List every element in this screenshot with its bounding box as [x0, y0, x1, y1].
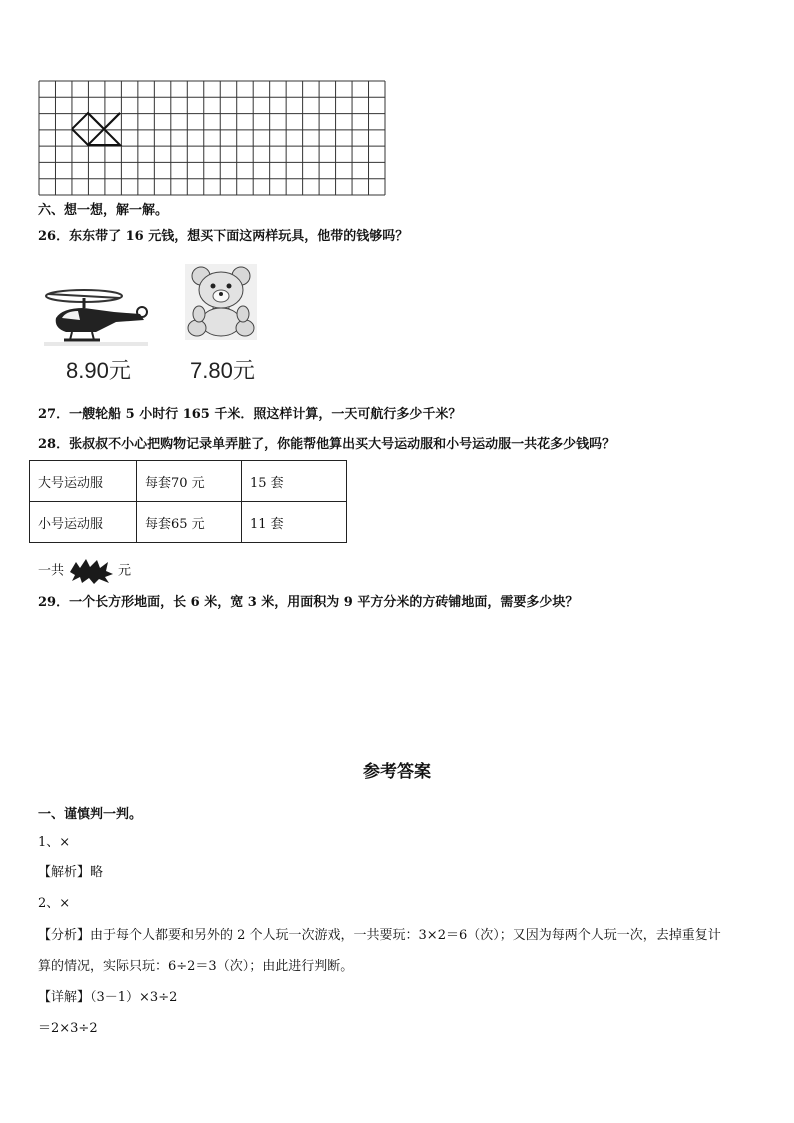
teddy-bear-price: 7.80元 [190, 358, 255, 383]
answer-1: 1、× [38, 835, 71, 850]
teddy-bear-icon [185, 264, 257, 340]
table-cell: 每套70 元 [137, 461, 242, 502]
total-suffix: 元 [118, 563, 132, 579]
diamond-shape-3 [88, 129, 120, 145]
diamond-shape-2 [88, 113, 120, 129]
answer-2-step: ＝2×3÷2 [38, 1021, 98, 1036]
table-cell: 15 套 [242, 461, 347, 502]
table-cell: 小号运动服 [30, 502, 137, 543]
table-cell: 每套65 元 [137, 502, 242, 543]
diamond-shape-4 [104, 113, 120, 129]
table-row [30, 461, 347, 502]
answer-2-detail: 【详解】（3－1）×3÷2 [38, 990, 178, 1005]
question-29: 29．一个长方形地面，长 6 米，宽 3 米，用面积为 9 平方分米的方砖铺地面，需要多少块？ [38, 595, 579, 610]
purchase-record-table [29, 460, 347, 543]
total-prefix: 一共 [38, 563, 65, 579]
answers-title: 参考答案 [363, 762, 431, 782]
helicopter-icon [44, 288, 148, 346]
answer-2-analysis-line-2: 算的情况，实际只玩：6÷2＝3（次）；由此进行判断。 [38, 959, 354, 974]
ink-stain-icon [68, 558, 114, 584]
answers-section-1: 一、谨慎判一判。 [38, 807, 143, 822]
question-28: 28．张叔叔不小心把购物记录单弄脏了，你能帮他算出买大号运动服和小号运动服一共花多少钱吗？ [38, 437, 616, 452]
grid-figure [38, 80, 388, 198]
table-row [30, 502, 347, 543]
total-line [38, 558, 131, 584]
answer-2: 2、× [38, 896, 71, 911]
answer-1-analysis: 【解析】略 [38, 865, 104, 880]
section-6-heading: 六、想一想，解一解。 [38, 203, 169, 218]
question-26: 26．东东带了 16 元钱，想买下面这两样玩具，他带的钱够吗？ [38, 229, 409, 244]
question-27: 27．一艘轮船 5 小时行 165 千米．照这样计算，一天可航行多少千米？ [38, 407, 462, 422]
helicopter-price: 8.90元 [66, 358, 131, 383]
answer-2-analysis-line-1: 【分析】由于每个人都要和另外的 2 个人玩一次游戏，一共要玩：3×2＝6（次）；又因为每两个人玩一次，去掉重复计 [38, 928, 721, 943]
table-cell: 大号运动服 [30, 461, 137, 502]
table-cell: 11 套 [242, 502, 347, 543]
